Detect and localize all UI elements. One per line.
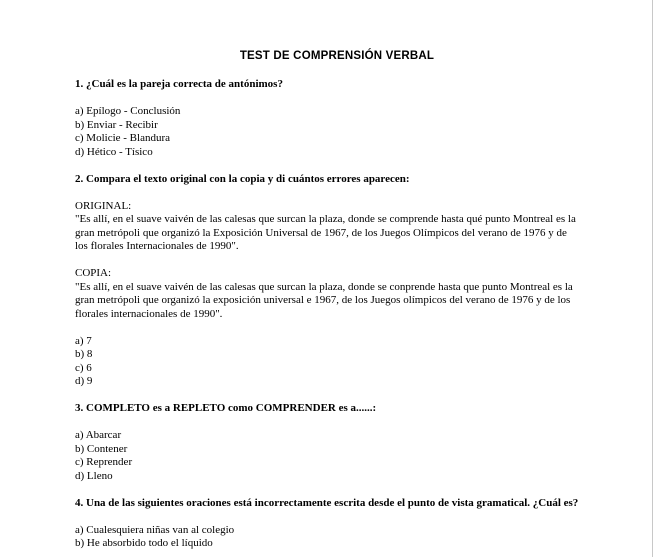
question-4 — [75, 497, 605, 551]
original-label: ORIGINAL: — [75, 199, 132, 212]
question-1-option-a: a) Epílogo - Conclusión — [75, 105, 181, 117]
copy-text-line: gran metrópoli que organizó la exposición universal e 1967, de los Juegos olímpicos del verano de 1976 y de los — [75, 294, 571, 306]
copy-label: COPIA: — [75, 267, 112, 279]
question-3-option-b: b) Contener — [75, 442, 128, 455]
question-2 — [75, 173, 605, 389]
copy-text-line: florales internacionales de 1990". — [75, 307, 223, 320]
question-2-option-b: b) 8 — [75, 348, 93, 360]
question-2-option-a: a) 7 — [75, 334, 92, 347]
question-2-option-c: c) 6 — [75, 361, 92, 374]
question-4-option-b: b) He absorbido todo el líquido — [75, 537, 213, 549]
document-title: TEST DE COMPRENSIÓN VERBAL — [239, 50, 435, 62]
question-1-option-c: c) Molicie - Blandura — [75, 132, 170, 144]
question-3-option-c: c) Reprender — [75, 456, 133, 468]
question-4-prompt: 4. Una de las siguientes oraciones está incorrectamente escrita desde el punto de vista gramatical. ¿Cuál es? — [75, 496, 579, 509]
question-1-prompt: 1. ¿Cuál es la pareja correcta de antónimos? — [75, 78, 283, 90]
question-3 — [75, 402, 605, 483]
question-3-prompt: 3. COMPLETO es a REPLETO como COMPRENDER es a......: — [75, 402, 377, 414]
question-1-option-b: b) Enviar - Recibir — [75, 118, 158, 131]
question-2-option-d: d) 9 — [75, 375, 93, 387]
question-3-option-d: d) Lleno — [75, 469, 113, 482]
question-1-option-d: d) Hético - Tísico — [75, 145, 153, 158]
document-body — [75, 78, 605, 551]
question-4-option-a: a) Cualesquiera niñas van al colegio — [75, 523, 235, 536]
question-2-prompt: 2. Compara el texto original con la copia y di cuántos errores aparecen: — [75, 172, 410, 185]
question-3-option-a: a) Abarcar — [75, 429, 122, 441]
copy-text-line: "Es allí, en el suave vaivén de las calesas que surcan la plaza, donde se conprende hasta que punto Montreal es la — [75, 280, 573, 293]
question-1 — [75, 78, 605, 159]
original-text-line: "Es allí, en el suave vaivén de las calesas que surcan la plaza, donde se comprende hasta qué punto Montreal es la — [75, 213, 576, 225]
original-text-line: gran metrópoli que organizó la Exposición Universal de 1967, de los Juegos Olímpicos del verano de 1976 y de — [75, 226, 567, 239]
original-text-line: los florales Internacionales de 1990". — [75, 240, 239, 252]
